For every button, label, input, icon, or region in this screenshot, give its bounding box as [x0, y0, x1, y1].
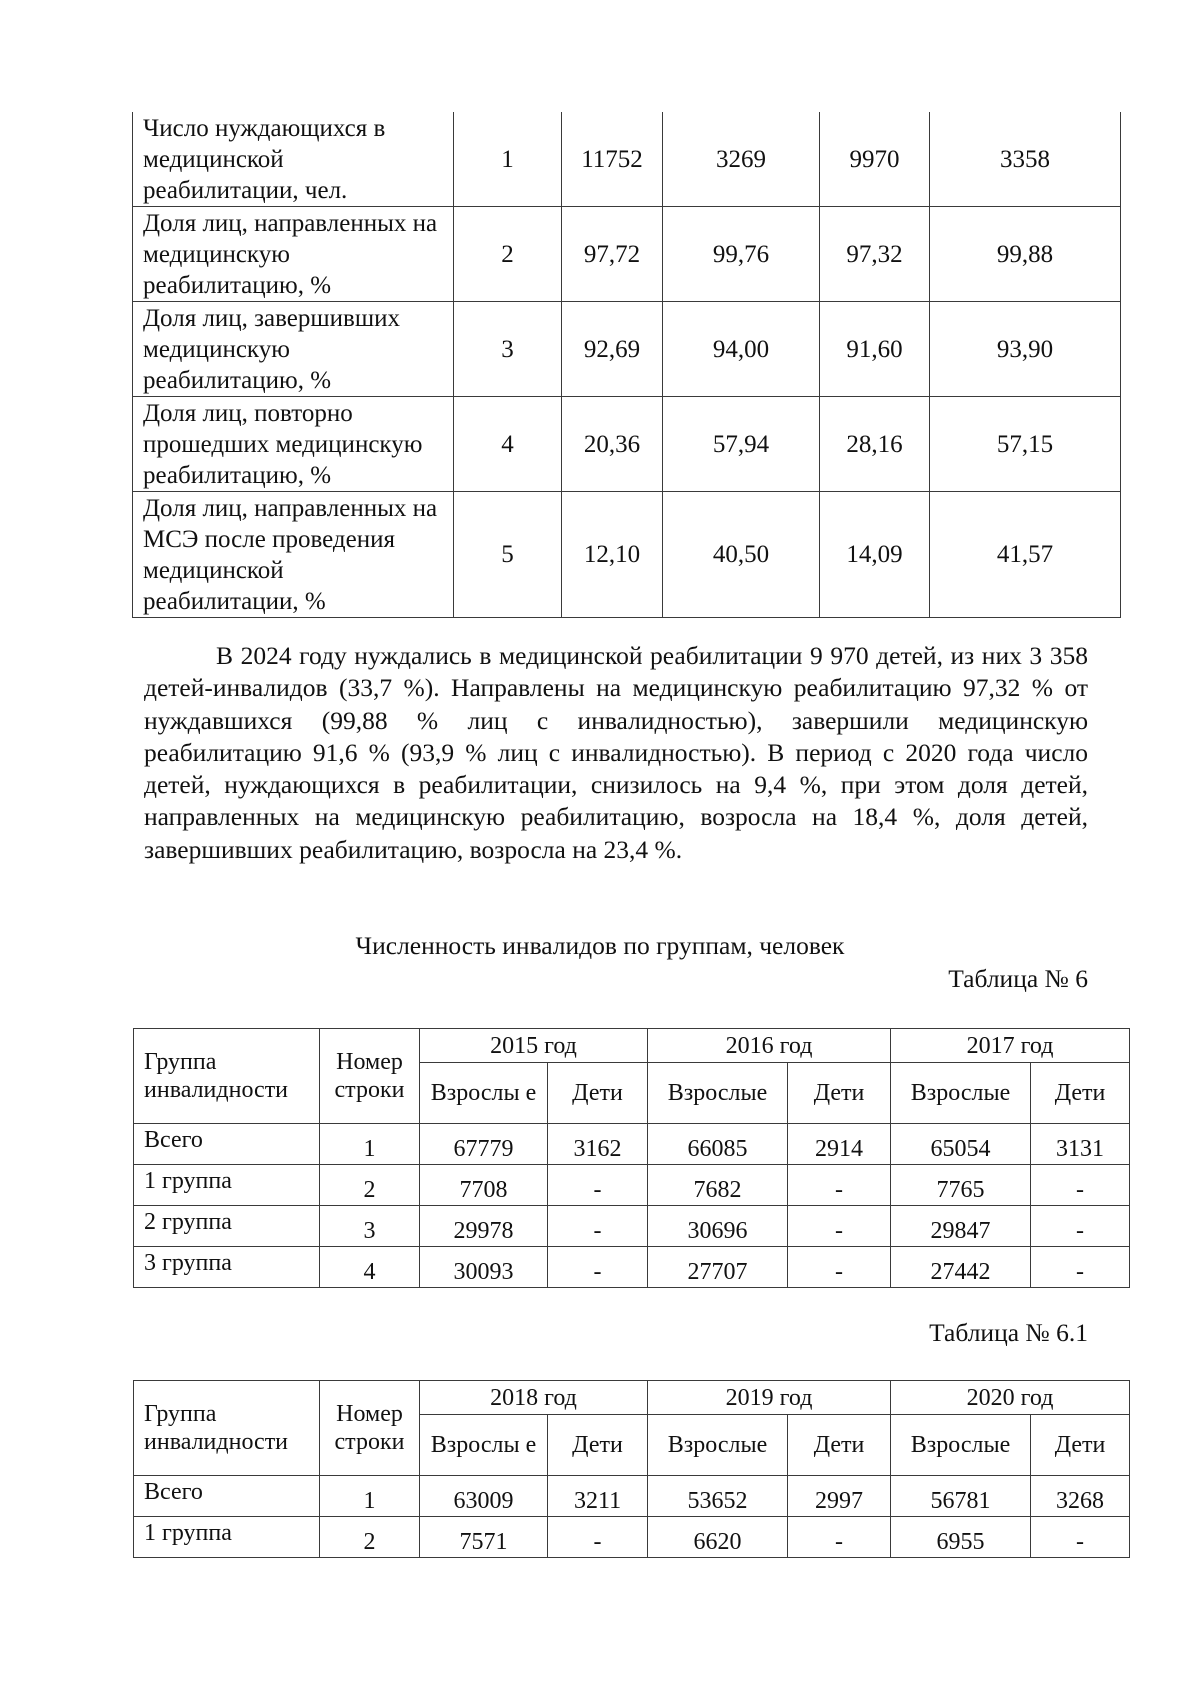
cell-value: 92,69 [562, 302, 663, 397]
cell-value: - [1031, 1517, 1130, 1558]
cell-value: 53652 [648, 1476, 788, 1517]
cell-value: 94,00 [663, 302, 820, 397]
cell-value: 99,76 [663, 207, 820, 302]
section-title: Численность инвалидов по группам, человек [355, 931, 845, 960]
row-number: 2 [320, 1165, 420, 1206]
cell-value: 97,32 [820, 207, 930, 302]
group-name: Всего [134, 1476, 320, 1517]
table-row [134, 1517, 1130, 1558]
row-number: 2 [454, 207, 562, 302]
cell-value: 3358 [930, 112, 1121, 207]
cell-value: 9970 [820, 112, 930, 207]
table-row [133, 207, 1121, 302]
children-header: Дети [788, 1063, 891, 1124]
cell-value: 97,72 [562, 207, 663, 302]
children-header: Дети [1031, 1415, 1130, 1476]
cell-value: 3211 [548, 1476, 648, 1517]
row-number-header: Номер строки [320, 1381, 420, 1476]
children-header: Дети [548, 1063, 648, 1124]
row-number: 4 [454, 397, 562, 492]
row-number: 4 [320, 1247, 420, 1288]
group-name: Всего [134, 1124, 320, 1165]
cell-value: - [548, 1165, 648, 1206]
table-label: Таблица № 6.1 [929, 1318, 1088, 1347]
cell-value: 57,15 [930, 397, 1121, 492]
cell-value: 66085 [648, 1124, 788, 1165]
disability-groups-table-2018-2020 [133, 1380, 1130, 1558]
cell-value: 2914 [788, 1124, 891, 1165]
year-header: 2016 год [648, 1029, 891, 1063]
cell-value: 7682 [648, 1165, 788, 1206]
header-row [134, 1029, 1130, 1063]
cell-value: 11752 [562, 112, 663, 207]
row-label: Доля лиц, направленных на медицинскую реабилитацию, % [133, 207, 454, 302]
row-number: 2 [320, 1517, 420, 1558]
cell-value: 67779 [420, 1124, 548, 1165]
children-header: Дети [548, 1415, 648, 1476]
children-header: Дети [1031, 1063, 1130, 1124]
table-row [133, 302, 1121, 397]
row-number: 5 [454, 492, 562, 618]
cell-value: 28,16 [820, 397, 930, 492]
cell-value: 3268 [1031, 1476, 1130, 1517]
row-number: 3 [320, 1206, 420, 1247]
year-header: 2018 год [420, 1381, 648, 1415]
row-label: Доля лиц, повторно прошедших медицинскую реабилитацию, % [133, 397, 454, 492]
cell-value: 27707 [648, 1247, 788, 1288]
cell-value: 14,09 [820, 492, 930, 618]
cell-value: 30093 [420, 1247, 548, 1288]
cell-value: 7765 [891, 1165, 1031, 1206]
row-label: Число нуждающихся в медицинской реабилитации, чел. [133, 112, 454, 207]
cell-value: 93,90 [930, 302, 1121, 397]
cell-value: - [1031, 1165, 1130, 1206]
row-number: 3 [454, 302, 562, 397]
cell-value: 29847 [891, 1206, 1031, 1247]
adults-header: Взрослые [891, 1415, 1031, 1476]
cell-value: 6620 [648, 1517, 788, 1558]
row-number: 1 [320, 1124, 420, 1165]
row-number: 1 [454, 112, 562, 207]
cell-value: - [788, 1517, 891, 1558]
year-header: 2017 год [891, 1029, 1130, 1063]
group-name: 2 группа [134, 1206, 320, 1247]
cell-value: 57,94 [663, 397, 820, 492]
table-row [134, 1206, 1130, 1247]
cell-value: 3269 [663, 112, 820, 207]
children-header: Дети [788, 1415, 891, 1476]
rehabilitation-table [132, 112, 1121, 618]
cell-value: - [1031, 1247, 1130, 1288]
group-name: 3 группа [134, 1247, 320, 1288]
cell-value: 20,36 [562, 397, 663, 492]
cell-value: 7571 [420, 1517, 548, 1558]
cell-value: - [548, 1206, 648, 1247]
adults-header: Взрослые [891, 1063, 1031, 1124]
table-row [133, 492, 1121, 618]
group-name: 1 группа [134, 1517, 320, 1558]
cell-value: 56781 [891, 1476, 1031, 1517]
adults-header: Взрослые [648, 1063, 788, 1124]
cell-value: - [548, 1517, 648, 1558]
table-row [133, 397, 1121, 492]
table-row [134, 1165, 1130, 1206]
adults-header: Взрослы е [420, 1415, 548, 1476]
table-label: Таблица № 6 [948, 964, 1088, 993]
cell-value: - [548, 1247, 648, 1288]
cell-value: 7708 [420, 1165, 548, 1206]
cell-value: 41,57 [930, 492, 1121, 618]
cell-value: 65054 [891, 1124, 1031, 1165]
row-number-header: Номер строки [320, 1029, 420, 1124]
row-label: Доля лиц, направленных на МСЭ после проведения медицинской реабилитации, % [133, 492, 454, 618]
group-name: 1 группа [134, 1165, 320, 1206]
group-header: Группа инвалидности [134, 1029, 320, 1124]
year-header: 2020 год [891, 1381, 1130, 1415]
header-row [134, 1381, 1130, 1415]
cell-value: 27442 [891, 1247, 1031, 1288]
row-label: Доля лиц, завершивших медицинскую реабилитацию, % [133, 302, 454, 397]
cell-value: 30696 [648, 1206, 788, 1247]
cell-value: 99,88 [930, 207, 1121, 302]
cell-value: 2997 [788, 1476, 891, 1517]
cell-value: 3131 [1031, 1124, 1130, 1165]
table-row [134, 1124, 1130, 1165]
adults-header: Взрослые [648, 1415, 788, 1476]
table-row [134, 1476, 1130, 1517]
table-row [134, 1247, 1130, 1288]
cell-value: - [1031, 1206, 1130, 1247]
cell-value: - [788, 1165, 891, 1206]
cell-value: 63009 [420, 1476, 548, 1517]
year-header: 2015 год [420, 1029, 648, 1063]
cell-value: 3162 [548, 1124, 648, 1165]
cell-value: 12,10 [562, 492, 663, 618]
adults-header: Взрослы е [420, 1063, 548, 1124]
disability-groups-table-2015-2017 [133, 1028, 1130, 1288]
body-paragraph: В 2024 году нуждались в медицинской реабилитации 9 970 детей, из них 3 358 детей-инвалидов (33,7 %). Направлены на медицинскую реабилитацию 97,32 % от нуждавшихся (99,88 % лиц с инвалидностью), завершили медицинскую реабилитацию 91,6 % (93,9 % лиц с инвалидностью). В период с 2020 года число детей, нуждающихся в реабилитации, снизилось на 9,4 %, при этом доля детей, направленных на медицинскую реабилитацию, возросла на 18,4 %, доля детей, завершивших реабилитацию, возросла на 23,4 %. [144, 641, 1088, 864]
table-row [133, 112, 1121, 207]
cell-value: - [788, 1247, 891, 1288]
cell-value: 91,60 [820, 302, 930, 397]
year-header: 2019 год [648, 1381, 891, 1415]
cell-value: 6955 [891, 1517, 1031, 1558]
group-header: Группа инвалидности [134, 1381, 320, 1476]
cell-value: 40,50 [663, 492, 820, 618]
cell-value: - [788, 1206, 891, 1247]
cell-value: 29978 [420, 1206, 548, 1247]
row-number: 1 [320, 1476, 420, 1517]
